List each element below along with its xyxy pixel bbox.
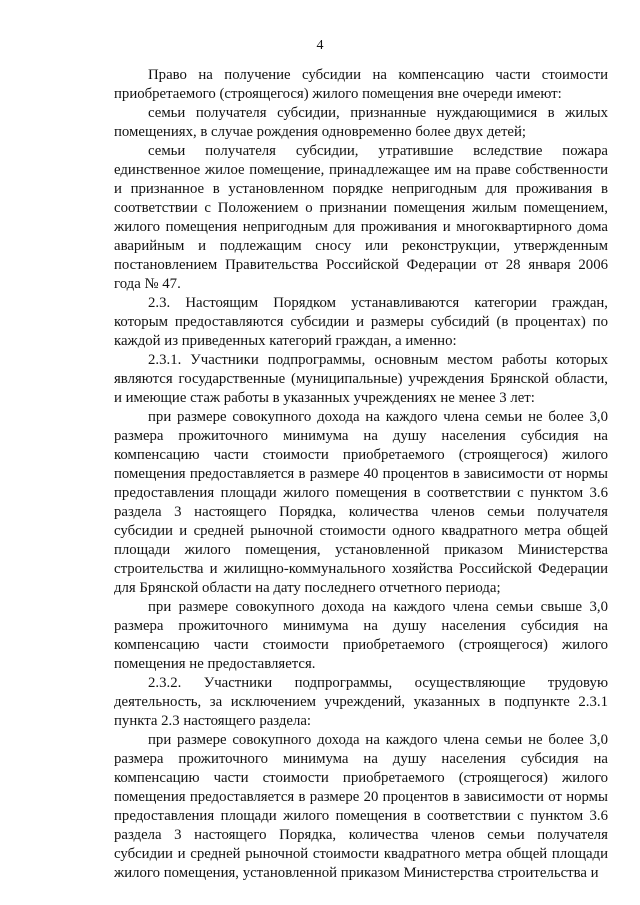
page-number: 4 [316, 38, 324, 53]
paragraph-2-3-1: 2.3.1. Участники подпрограммы, основным местом работы которых являются государственные (муниципальные) учреждения Брянской области, и имеющие стаж работы в указанных учреждениях не менее 3 лет: [114, 352, 608, 406]
paragraph-not-granted: при размере совокупного дохода на каждого члена семьи свыше 3,0 размера прожиточного минимума на душу населения субсидия на компенсацию части стоимости приобретаемого (строящегося) жилого помещения не предоставляется. [114, 599, 608, 672]
document-body [114, 66, 608, 883]
paragraph-2-3: 2.3. Настоящим Порядком устанавливаются категории граждан, которым предоставляются субсидии и размеры субсидий (в процентах) по каждой из приведенных категорий граждан, а именно: [114, 295, 608, 349]
paragraph-multiple-births: семьи получателя субсидии, признанные нуждающимися в жилых помещениях, в случае рождения одновременно более двух детей; [114, 105, 608, 140]
paragraph-fire-loss: семьи получателя субсидии, утратившие вследствие пожара единственное жилое помещение, принадлежащее им на праве собственности и признанное в установленном порядке непригодным для проживания в соответствии с Положением о признании помещения жилым помещением, жилого помещения непригодным для проживания и многоквартирного дома аварийным и подлежащим сносу или реконструкции, утвержденным постановлением Правительства Российской Федерации от 28 января 2006 года № 47. [114, 143, 608, 292]
paragraph-20-percent: при размере совокупного дохода на каждого члена семьи не более 3,0 размера прожиточного минимума на душу населения субсидия на компенсацию части стоимости приобретаемого (строящегося) жилого помещения предоставляется в размере 20 процентов в зависимости от нормы предоставления площади жилого помещения в соответствии с пунктом 3.6 раздела 3 настоящего Порядка, количества членов семьи получателя субсидии и средней рыночной стоимости квадратного метра общей площади жилого помещения, установленной приказом Министерства строительства и [114, 732, 608, 881]
paragraph-40-percent: при размере совокупного дохода на каждого члена семьи не более 3,0 размера прожиточного минимума на душу населения субсидия на компенсацию части стоимости приобретаемого (строящегося) жилого помещения предоставляется в размере 40 процентов в зависимости от нормы предоставления площади жилого помещения в соответствии с пунктом 3.6 раздела 3 настоящего Порядка, количества членов семьи получателя субсидии и средней рыночной стоимости одного квадратного метра общей площади жилого помещения, установленной приказом Министерства строительства и жилищно-коммунального хозяйства Российской Федерации для Брянской области на дату последнего отчетного периода; [114, 409, 608, 596]
paragraph-2-3-2: 2.3.2. Участники подпрограммы, осуществляющие трудовую деятельность, за исключением учреждений, указанных в подпункте 2.3.1 пункта 2.3 настоящего раздела: [114, 675, 608, 729]
paragraph-priority-right: Право на получение субсидии на компенсацию части стоимости приобретаемого (строящегося) жилого помещения вне очереди имеют: [114, 67, 608, 102]
